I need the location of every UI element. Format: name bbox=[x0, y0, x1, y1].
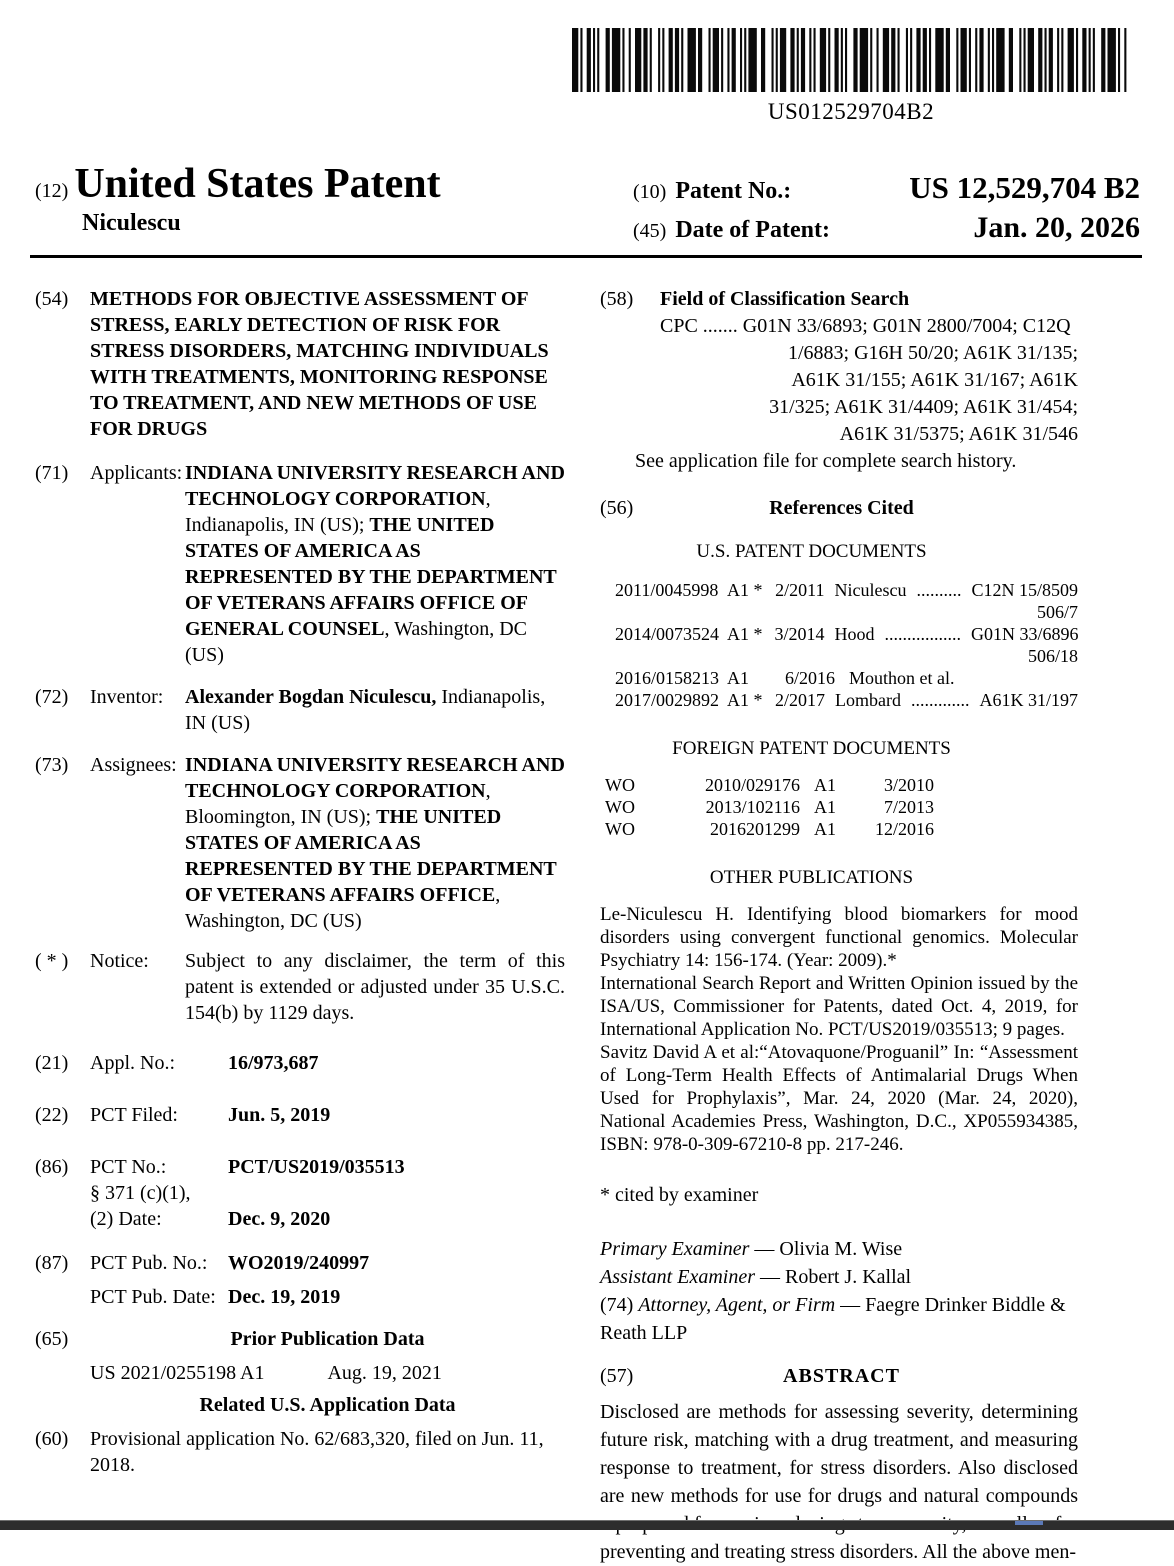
pct-no-label: PCT No.: bbox=[90, 1156, 167, 1178]
header-right bbox=[633, 170, 1140, 245]
inventor-label: Inventor: bbox=[90, 686, 164, 708]
appl-no-label: Appl. No.: bbox=[90, 1052, 175, 1074]
us-reference-row bbox=[615, 667, 1078, 689]
references-heading: References Cited bbox=[769, 497, 914, 519]
kind-code: A1 bbox=[814, 819, 836, 839]
dot-leader: .......... bbox=[916, 580, 962, 600]
left-column bbox=[35, 286, 565, 1478]
publication-number: 2016201299 bbox=[710, 819, 800, 839]
assignee-1-location: , Bloomington, IN (US); bbox=[185, 780, 491, 828]
appl-no-block bbox=[90, 1050, 565, 1076]
us-reference-row bbox=[615, 623, 1078, 645]
cited-by-examiner-note: * cited by examiner bbox=[600, 1184, 759, 1206]
publication-citation: Savitz David A et al:“Atovaquone/Proguanil” In: “Assessment of Long-Term Health Effects of Antimalarial Drugs When Used for Prophylaxis”, Mar. 24, 2020 (Mar. 24, 2020), National Academies Press, Washington, D.C., XP055934385, ISBN: 978-0-309-67210-8 pp. 217-246. bbox=[600, 1042, 1078, 1155]
applicants-block bbox=[90, 460, 565, 668]
us-reference-row bbox=[615, 579, 1078, 601]
applicants-value bbox=[185, 460, 565, 668]
publication-date: 2/2017 bbox=[775, 690, 826, 710]
kind-code: A1 bbox=[814, 797, 836, 817]
classification-code: A61K 31/197 bbox=[979, 690, 1078, 710]
date-of-patent-value: Jan. 20, 2026 bbox=[973, 211, 1140, 244]
field-number: (60) bbox=[35, 1428, 69, 1450]
field-number: (22) bbox=[35, 1104, 69, 1126]
notice-block bbox=[90, 948, 565, 1026]
assignees-value bbox=[185, 752, 565, 934]
foreign-patent-documents-heading: FOREIGN PATENT DOCUMENTS bbox=[672, 738, 951, 759]
pct-no-block bbox=[90, 1154, 565, 1232]
cpc-line: A61K 31/155; A61K 31/167; A61K bbox=[791, 369, 1078, 391]
publication-date: 2/2011 bbox=[775, 580, 825, 600]
inventor-value bbox=[185, 684, 565, 736]
patent-date-row bbox=[633, 211, 1140, 245]
inventor-name: Alexander Bogdan Niculescu, bbox=[185, 686, 437, 708]
country-code: WO bbox=[605, 775, 635, 795]
prior-publication-block bbox=[90, 1326, 565, 1418]
applicant-2-location: , Washington, DC (US) bbox=[185, 618, 527, 666]
foreign-reference-row bbox=[605, 818, 1078, 840]
inventor-name: Niculescu bbox=[834, 580, 907, 600]
section-57-abstract bbox=[600, 1363, 1078, 1390]
publication-number: 2014/0073524 bbox=[615, 624, 720, 644]
section-21-appl-no bbox=[35, 1050, 565, 1076]
field-74-number: (74) bbox=[600, 1294, 639, 1316]
barcode-text: US012529704B2 bbox=[767, 99, 935, 124]
examiners-block bbox=[600, 1235, 1078, 1347]
dot-leader: ................. bbox=[884, 624, 962, 644]
dot-leader: ............. bbox=[911, 690, 970, 710]
kind-code: A1 * bbox=[727, 624, 763, 644]
foreign-reference-row bbox=[605, 796, 1078, 818]
publication-citation: International Search Report and Written Opinion issued by the ISA/US, Commissioner for Patents, dated Oct. 4, 2019, for International Application No. PCT/US2019/035513; 9 pages. bbox=[600, 973, 1078, 1040]
pct-filed-block bbox=[90, 1102, 565, 1128]
pct-no-value: PCT/US2019/035513 bbox=[228, 1156, 405, 1178]
pct-pub-date-value: Dec. 19, 2019 bbox=[228, 1286, 341, 1308]
invention-title: METHODS FOR OBJECTIVE ASSESSMENT OF STRESS, EARLY DETECTION OF RISK FOR STRESS DISORDERS, MATCHING INDIVIDUALS WITH TREATMENTS, MONITORING RESPONSE TO TREATMENT, AND NEW METHODS OF USE FOR DRUGS bbox=[90, 288, 549, 440]
publication-date: 6/2016 bbox=[785, 668, 836, 688]
applicant-1-name: INDIANA UNIVERSITY RESEARCH AND TECHNOLOGY CORPORATION bbox=[185, 462, 565, 510]
primary-examiner-label: Primary Examiner bbox=[600, 1238, 750, 1260]
publication-date: 3/2010 bbox=[883, 775, 934, 795]
country-code: WO bbox=[605, 819, 635, 839]
cpc-line: 31/325; A61K 31/4409; A61K 31/454; bbox=[769, 396, 1078, 418]
cpc-line: CPC ....... G01N 33/6893; G01N 2800/7004; C12Q bbox=[660, 315, 1071, 337]
field-12-number: (12) bbox=[35, 180, 69, 202]
field-45-number: (45) bbox=[633, 220, 667, 242]
section-58-classification bbox=[600, 286, 1078, 448]
date-of-patent-label: Date of Patent: bbox=[675, 217, 830, 243]
patent-number-row bbox=[633, 170, 1140, 206]
field-number: (86) bbox=[35, 1156, 69, 1178]
prior-pub-number: US 2021/0255198 A1 bbox=[90, 1362, 265, 1384]
header-left bbox=[35, 160, 441, 237]
publication-number: 2010/029176 bbox=[704, 775, 800, 795]
applicants-label: Applicants: bbox=[90, 462, 183, 484]
classification-code: G01N 33/6896 bbox=[971, 624, 1079, 644]
classification-heading: Field of Classification Search bbox=[660, 288, 910, 310]
pct-pub-date-label: PCT Pub. Date: bbox=[90, 1286, 216, 1308]
applicant-2-name: THE UNITED STATES OF AMERICA AS REPRESENTED BY THE DEPARTMENT OF VETERANS AFFAIRS OFFICE OF GENERAL COUNSEL bbox=[185, 514, 557, 640]
header-divider-rule bbox=[30, 255, 1142, 258]
pct-filed-value: Jun. 5, 2019 bbox=[228, 1104, 331, 1126]
applicant-1-location: , Indianapolis, IN (US); bbox=[185, 488, 491, 536]
notice-text: Subject to any disclaimer, the term of this patent is extended or adjusted under 35 U.S.C. 154(b) by 1129 days. bbox=[185, 950, 565, 1024]
us-reference-row bbox=[615, 689, 1078, 711]
inventor-name: Lombard bbox=[835, 690, 901, 710]
kind-code: A1 * bbox=[727, 580, 763, 600]
inventor-name: Hood bbox=[834, 624, 875, 644]
assignees-label: Assignees: bbox=[90, 754, 177, 776]
right-column bbox=[600, 286, 1078, 1566]
field-number: (56) bbox=[600, 497, 634, 519]
barcode bbox=[572, 28, 1130, 125]
patent-no-value: US 12,529,704 B2 bbox=[909, 170, 1140, 205]
pct-filed-label: PCT Filed: bbox=[90, 1104, 178, 1126]
field-number: (57) bbox=[600, 1365, 634, 1387]
371-date-row bbox=[90, 1206, 565, 1232]
inventor-name: Mouthon et al. bbox=[849, 668, 955, 688]
foreign-reference-row bbox=[605, 774, 1078, 796]
us-patent-documents-table bbox=[615, 579, 1078, 711]
kind-code: A1 * bbox=[727, 690, 763, 710]
assistant-examiner-name: — Robert J. Kallal bbox=[755, 1266, 912, 1288]
prior-publication-heading: Prior Publication Data bbox=[230, 1328, 425, 1350]
section-72-inventor bbox=[35, 684, 565, 736]
attorney-name: — Faegre Drinker Biddle & Reath LLP bbox=[600, 1294, 1066, 1344]
search-history-note: See application file for complete search history. bbox=[635, 450, 1017, 472]
classification-code: C12N 15/8509 bbox=[971, 580, 1078, 600]
section-371-line: § 371 (c)(1), bbox=[90, 1182, 191, 1204]
document-title: United States Patent bbox=[74, 161, 441, 207]
classification-continuation: 506/18 bbox=[1027, 646, 1078, 666]
related-application-heading: Related U.S. Application Data bbox=[199, 1394, 456, 1416]
field-number: (58) bbox=[600, 288, 634, 310]
field-number: (87) bbox=[35, 1252, 69, 1274]
classification-block bbox=[660, 286, 1078, 448]
patent-no-label: Patent No.: bbox=[675, 178, 792, 204]
other-publications-heading: OTHER PUBLICATIONS bbox=[709, 867, 914, 888]
section-71-applicants bbox=[35, 460, 565, 668]
assignee-1-name: INDIANA UNIVERSITY RESEARCH AND TECHNOLOGY CORPORATION bbox=[185, 754, 565, 802]
provisional-text: Provisional application No. 62/683,320, filed on Jun. 11, 2018. bbox=[90, 1428, 544, 1476]
window-bottom-edge bbox=[0, 1520, 1174, 1530]
section-65-prior-publication bbox=[35, 1326, 565, 1418]
attorney-line bbox=[600, 1291, 1078, 1347]
publication-number: 2013/102116 bbox=[705, 797, 800, 817]
assignee-2-location: , Washington, DC (US) bbox=[185, 884, 501, 932]
cpc-line: 1/6883; G16H 50/20; A61K 31/135; bbox=[787, 342, 1078, 364]
prior-pub-date: Aug. 19, 2021 bbox=[327, 1362, 442, 1384]
field-number: (73) bbox=[35, 754, 69, 776]
attorney-label: Attorney, Agent, or Firm bbox=[638, 1294, 836, 1316]
assignee-2-name: THE UNITED STATES OF AMERICA AS REPRESENTED BY THE DEPARTMENT OF VETERANS AFFAIRS OFFICE bbox=[185, 806, 557, 906]
field-number: (21) bbox=[35, 1052, 69, 1074]
classification-continuation: 506/7 bbox=[1036, 602, 1078, 622]
section-60-provisional bbox=[35, 1426, 565, 1478]
field-10-number: (10) bbox=[633, 181, 667, 203]
other-publications-list bbox=[600, 903, 1078, 1156]
section-73-assignees bbox=[35, 752, 565, 934]
us-patent-documents-heading: U.S. PATENT DOCUMENTS bbox=[696, 541, 927, 562]
assistant-examiner-line bbox=[600, 1263, 1078, 1291]
pct-pub-block bbox=[90, 1250, 565, 1310]
pct-no-row bbox=[90, 1154, 565, 1180]
notice-label: Notice: bbox=[90, 950, 149, 972]
patent-kind-line bbox=[35, 160, 441, 208]
371-date-label: (2) Date: bbox=[90, 1208, 162, 1230]
pct-pub-no-value: WO2019/240997 bbox=[228, 1252, 370, 1274]
publication-number: 2016/0158213 bbox=[615, 668, 720, 688]
section-notice bbox=[35, 948, 565, 1026]
field-number: (71) bbox=[35, 462, 69, 484]
country-code: WO bbox=[605, 797, 635, 817]
inventor-block bbox=[90, 684, 565, 736]
section-56-references bbox=[600, 495, 1078, 522]
section-54-title bbox=[35, 286, 565, 442]
inventor-location: Indianapolis, IN (US) bbox=[185, 686, 546, 734]
kind-code: A1 bbox=[814, 775, 836, 795]
pct-pub-date-row bbox=[90, 1284, 565, 1310]
371-date-value: Dec. 9, 2020 bbox=[228, 1208, 331, 1230]
field-number: ( * ) bbox=[35, 950, 69, 972]
field-number: (72) bbox=[35, 686, 69, 708]
first-named-inventor: Niculescu bbox=[82, 210, 181, 236]
field-number: (65) bbox=[35, 1328, 69, 1350]
publication-date: 3/2014 bbox=[774, 624, 825, 644]
cpc-line: A61K 31/5375; A61K 31/546 bbox=[839, 423, 1078, 445]
barcode-bars-image bbox=[572, 28, 1130, 92]
primary-examiner-line bbox=[600, 1235, 1078, 1263]
abstract-heading: ABSTRACT bbox=[783, 1365, 900, 1387]
section-87-pct-pub bbox=[35, 1250, 565, 1310]
kind-code: A1 bbox=[727, 668, 749, 688]
pct-pub-no-row bbox=[90, 1250, 565, 1276]
prior-publication-entry bbox=[90, 1360, 565, 1386]
pct-pub-no-label: PCT Pub. No.: bbox=[90, 1252, 208, 1274]
field-number: (54) bbox=[35, 288, 69, 310]
foreign-patent-documents-table bbox=[605, 774, 1078, 840]
section-22-pct-filed bbox=[35, 1102, 565, 1128]
publication-date: 7/2013 bbox=[883, 797, 934, 817]
assistant-examiner-label: Assistant Examiner bbox=[600, 1266, 755, 1288]
publication-citation: Le-Niculescu H. Identifying blood biomarkers for mood disorders using convergent functional genomics. Molecular Psychiatry 14: 156-174. (Year: 2009).* bbox=[600, 904, 1078, 971]
publication-number: 2017/0029892 bbox=[615, 690, 720, 710]
publication-number: 2011/0045998 bbox=[615, 580, 719, 600]
publication-date: 12/2016 bbox=[874, 819, 934, 839]
primary-examiner-name: — Olivia M. Wise bbox=[749, 1238, 903, 1260]
scrollbar-fragment[interactable] bbox=[1015, 1521, 1043, 1525]
abstract-text: Disclosed are methods for assessing severity, determining future risk, matching with a drug treatment, and measuring response to treatment, for stress disorders. Also disclosed are new methods for use for drugs and natural compounds preventing and treating stress disorders. All the above men- bbox=[600, 1401, 1078, 1563]
section-86-pct-no bbox=[35, 1154, 565, 1232]
assignees-block bbox=[90, 752, 565, 934]
appl-no-value: 16/973,687 bbox=[228, 1052, 319, 1074]
